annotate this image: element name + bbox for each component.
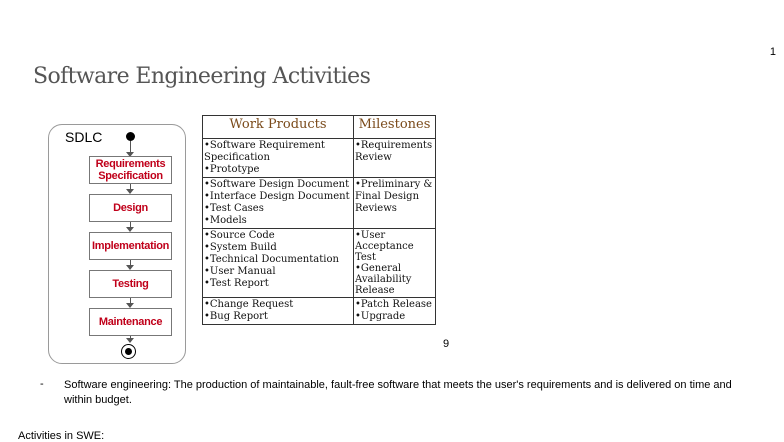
page-number: 1 — [769, 46, 776, 58]
work-product-item: •Technical Documentation — [204, 254, 339, 265]
phase-implementation: Implementation — [89, 232, 172, 260]
work-product-item: •Software Design Document — [204, 179, 350, 190]
work-products-table — [202, 115, 436, 325]
milestone-item: Final Design — [355, 191, 420, 202]
phase-requirements-specification: Requirements Specification — [89, 156, 172, 184]
start-node-icon — [126, 132, 135, 141]
sdlc-diagram — [48, 124, 186, 364]
slide-number: 9 — [443, 338, 450, 350]
work-product-item: •Test Report — [204, 278, 269, 289]
arrow-down-icon — [126, 338, 134, 343]
header-milestones: Milestones — [354, 116, 436, 139]
work-product-item: •Bug Report — [204, 311, 268, 322]
work-products-cell — [203, 178, 354, 229]
milestone-item: Reviews — [355, 203, 397, 214]
milestone-item: Review — [355, 152, 392, 163]
work-products-cell — [203, 229, 354, 298]
end-node-icon — [121, 344, 136, 359]
work-product-item: •User Manual — [204, 266, 276, 277]
work-product-item: Specification — [204, 152, 270, 163]
milestones-cell — [354, 178, 436, 229]
milestones-cell — [354, 229, 436, 298]
work-product-item: •Change Request — [204, 299, 294, 310]
work-product-item: •System Build — [204, 242, 277, 253]
work-product-item: •Interface Design Document — [204, 191, 350, 202]
milestone-item: •User — [355, 230, 386, 241]
milestone-item: Acceptance — [355, 241, 414, 252]
table-row — [203, 139, 436, 178]
activities-heading: Activities in SWE: — [18, 430, 105, 442]
table-row — [203, 178, 436, 229]
work-product-item: •Software Requirement — [204, 140, 325, 151]
work-products-cell — [203, 298, 354, 325]
milestone-item: •Patch Release — [355, 299, 432, 310]
table-row — [203, 229, 436, 298]
header-work-products: Work Products — [203, 116, 354, 139]
milestone-item: Release — [355, 285, 395, 296]
phase-maintenance: Maintenance — [89, 308, 172, 336]
work-product-item: •Test Cases — [204, 203, 264, 214]
milestone-item: Availability — [355, 274, 412, 285]
milestone-item: •Upgrade — [355, 311, 406, 322]
table-header-row — [203, 116, 436, 139]
work-products-cell — [203, 139, 354, 178]
milestone-item: •Requirements — [355, 140, 433, 151]
table-row — [203, 298, 436, 325]
bullet-text: Software engineering: The production of maintainable, fault-free software that meets the user's requirements and is delivered on time and within budget. — [64, 379, 732, 406]
work-product-item: •Models — [204, 215, 247, 226]
phase-testing: Testing — [89, 270, 172, 298]
milestone-item: •Preliminary & — [355, 179, 433, 190]
phase-design: Design — [89, 194, 172, 222]
work-product-item: •Source Code — [204, 230, 275, 241]
bullet-marker: - — [40, 378, 44, 390]
milestones-cell — [354, 139, 436, 178]
slide-title: Software Engineering Activities — [33, 64, 371, 89]
milestones-cell — [354, 298, 436, 325]
sdlc-label: SDLC — [65, 129, 103, 145]
milestone-item: •General — [355, 263, 402, 274]
work-product-item: •Prototype — [204, 164, 260, 175]
milestone-item: Test — [355, 252, 376, 263]
